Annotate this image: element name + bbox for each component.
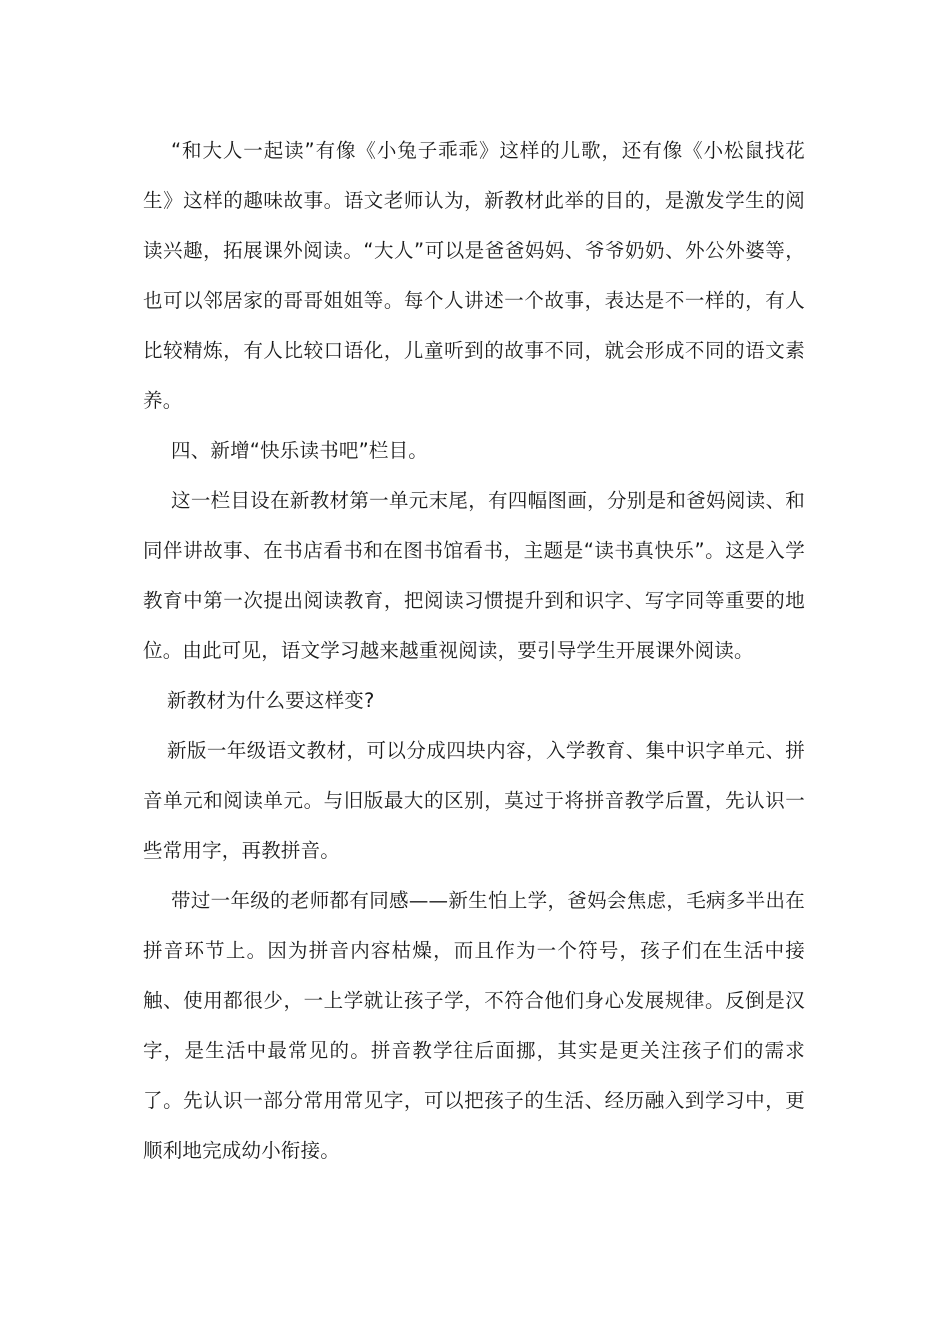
paragraph-read-with-adults: “和大人一起读”有像《小兔子乖乖》这样的儿歌，还有像《小松鼠找花生》这样的趣味故事。语文老师认为，新教材此举的目的，是激发学生的阅读兴趣，拓展课外阅读。“大人”可以是爸爸妈妈、爷爷奶奶、外公外婆等，也可以邻居家的哥哥姐姐等。每个人讲述一个故事，表达是不一样的，有人比较精炼，有人比较口语化，儿童听到的故事不同，就会形成不同的语文素养。 — [143, 139, 805, 412]
paragraph-new-textbook-structure: 新版一年级语文教材，可以分成四块内容，入学教育、集中识字单元、拼音单元和阅读单元。与旧版最大的区别，莫过于将拼音教学后置，先认识一些常用字，再教拼音。 — [143, 739, 805, 862]
question-heading-why-change: 新教材为什么要这样变? — [167, 689, 375, 712]
document-body — [143, 126, 805, 1176]
paragraph-happy-reading-column: 这一栏目设在新教材第一单元末尾，有四幅图画，分别是和爸妈阅读、和同伴讲故事、在书店看书和在图书馆看书，主题是“读书真快乐”。这是入学教育中第一次提出阅读教育，把阅读习惯提升到和识字、写字同等重要的地位。由此可见，语文学习越来越重视阅读，要引导学生开展课外阅读。 — [143, 489, 805, 662]
paragraph-pinyin-later: 带过一年级的老师都有同感——新生怕上学，爸妈会焦虑，毛病多半出在拼音环节上。因为拼音内容枯燥，而且作为一个符号，孩子们在生活中接触、使用都很少，一上学就让孩子学，不符合他们身心发展规律。反倒是汉字，是生活中最常见的。拼音教学往后面挪，其实是更关注孩子们的需求了。先认识一部分常用常见字，可以把孩子的生活、经历融入到学习中，更顺利地完成幼小衔接。 — [143, 889, 805, 1162]
section-heading-happy-reading: 四、新增“快乐读书吧”栏目。 — [171, 439, 429, 462]
